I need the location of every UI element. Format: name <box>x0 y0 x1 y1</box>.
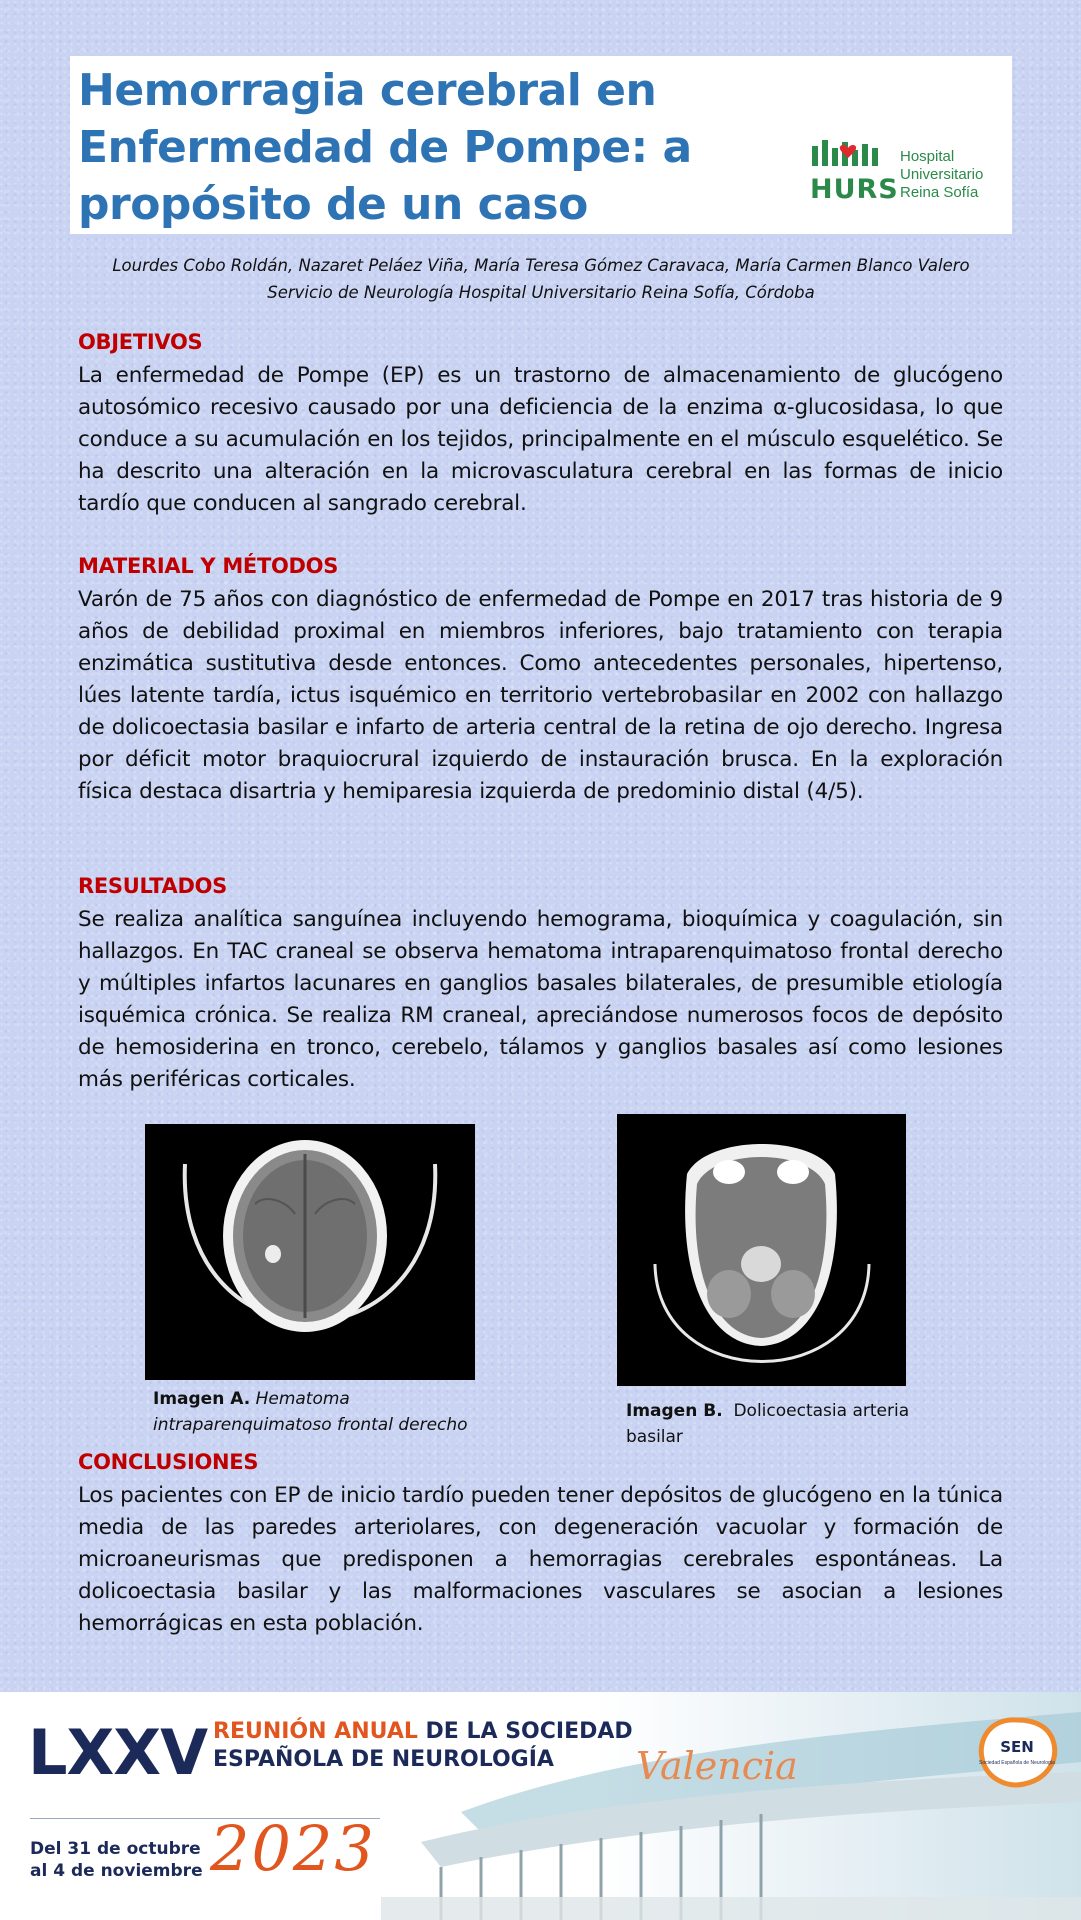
caption-b-text: Dolicoectasia arteria basilar <box>626 1401 910 1447</box>
objetivos-text: La enfermedad de Pompe (EP) es un trastorno de almacenamiento de glucógeno autosómico recesivo causado por una deficiencia de la enzima α-glucosidasa, lo que conduce a su acumulación en los tejidos, principalmente en el músculo esquelético. Se ha descrito una alteración en la microvasculatura cerebral en las formas de inicio tardío que conducen al sangrado cerebral. <box>78 363 1003 516</box>
hospital-acronym: HURS <box>810 174 899 205</box>
congress-city: Valencia <box>636 1744 798 1788</box>
congress-dates <box>30 1838 203 1882</box>
resultados-heading: RESULTADOS <box>78 874 227 898</box>
congress-name <box>213 1718 633 1774</box>
title-box <box>70 56 1012 234</box>
congress-edition: LXXV <box>28 1716 208 1789</box>
congress-dates-line-2: al 4 de noviembre <box>30 1861 203 1881</box>
caption-a-text: Hematoma intraparenquimatoso frontal derecho <box>153 1389 468 1435</box>
hospital-name-line-1: Hospital <box>900 148 955 165</box>
caption-a-label: Imagen A. <box>153 1389 251 1409</box>
objetivos-heading: OBJETIVOS <box>78 330 203 354</box>
sen-name: Sociedad Española de Neurología <box>979 1760 1055 1766</box>
conclusiones-text: Los pacientes con EP de inicio tardío pueden tener depósitos de glucógeno en la túnica media de las paredes arteriolares, con degeneración vacuolar y formación de microaneurismas que predisponen a hemorragias cerebrales espontáneas. La dolicoectasia basilar y las malformaciones vasculares se asocian a lesiones hemorrágicas en esta población. <box>78 1483 1003 1636</box>
ct-scan-a <box>145 1124 475 1380</box>
hospital-logo <box>810 138 1000 208</box>
hospital-name-line-3: Reina Sofía <box>900 184 979 201</box>
ct-scan-b <box>617 1114 906 1386</box>
hospital-name <box>900 148 983 202</box>
congress-name-line-2: ESPAÑOLA DE NEUROLOGÍA <box>213 1747 554 1772</box>
caption-b-label: Imagen B. <box>626 1401 723 1421</box>
congress-footer <box>0 1692 1081 1920</box>
metodos-text: Varón de 75 años con diagnóstico de enfermedad de Pompe en 2017 tras historia de 9 años de debilidad proximal en miembros inferiores, bajo tratamiento con terapia enzimática sustitutiva desde entonces. Como antecedentes personales, hipertenso, lúes latente tardía, ictus isquémico en territorio vertebrobasilar en 2002 con hallazgo de dolicoectasia basilar e infarto de arteria central de la retina de ojo derecho. Ingresa por déficit motor braquiocrural izquierdo de instauración brusca. En la exploración física destaca disartria y hemiparesia izquierda de predominio distal (4/5). <box>78 587 1003 804</box>
caption-b <box>626 1398 926 1450</box>
sen-acronym: SEN <box>1000 1738 1034 1756</box>
author-block <box>70 252 1012 306</box>
ct-image-a <box>145 1124 475 1380</box>
congress-name-line-1-rest: DE LA SOCIEDAD <box>417 1719 633 1744</box>
hospital-logo-icon <box>810 138 900 178</box>
caption-a <box>153 1386 483 1438</box>
sen-logo <box>972 1714 1062 1792</box>
congress-year: 2023 <box>210 1812 376 1885</box>
metodos-heading: MATERIAL Y MÉTODOS <box>78 554 339 578</box>
authors: Lourdes Cobo Roldán, Nazaret Peláez Viña, María Teresa Gómez Caravaca, María Carmen Blanco Valero <box>112 256 970 275</box>
congress-dates-line-1: Del 31 de octubre <box>30 1839 201 1859</box>
congress-name-highlight: REUNIÓN ANUAL <box>213 1719 418 1744</box>
affiliation: Servicio de Neurología Hospital Universitario Reina Sofía, Córdoba <box>267 283 815 302</box>
congress-name-line-1 <box>213 1718 633 1746</box>
poster-title: Hemorragia cerebral en Enfermedad de Pompe: a propósito de un caso <box>78 65 692 230</box>
resultados-text: Se realiza analítica sanguínea incluyendo hemograma, bioquímica y coagulación, sin hallazgos. En TAC craneal se observa hematoma intraparenquimatoso frontal derecho y múltiples infartos lacunares en ganglios basales bilaterales, de presumible etiología isquémica crónica. Se realiza RM craneal, apreciándose numerosos focos de depósito de hemosiderina en tronco, cerebelo, tálamos y ganglios basales así como lesiones más periféricas corticales. <box>78 907 1003 1092</box>
hospital-name-line-2: Universitario <box>900 166 984 183</box>
conclusiones-heading: CONCLUSIONES <box>78 1450 259 1474</box>
ct-image-b <box>617 1114 906 1386</box>
